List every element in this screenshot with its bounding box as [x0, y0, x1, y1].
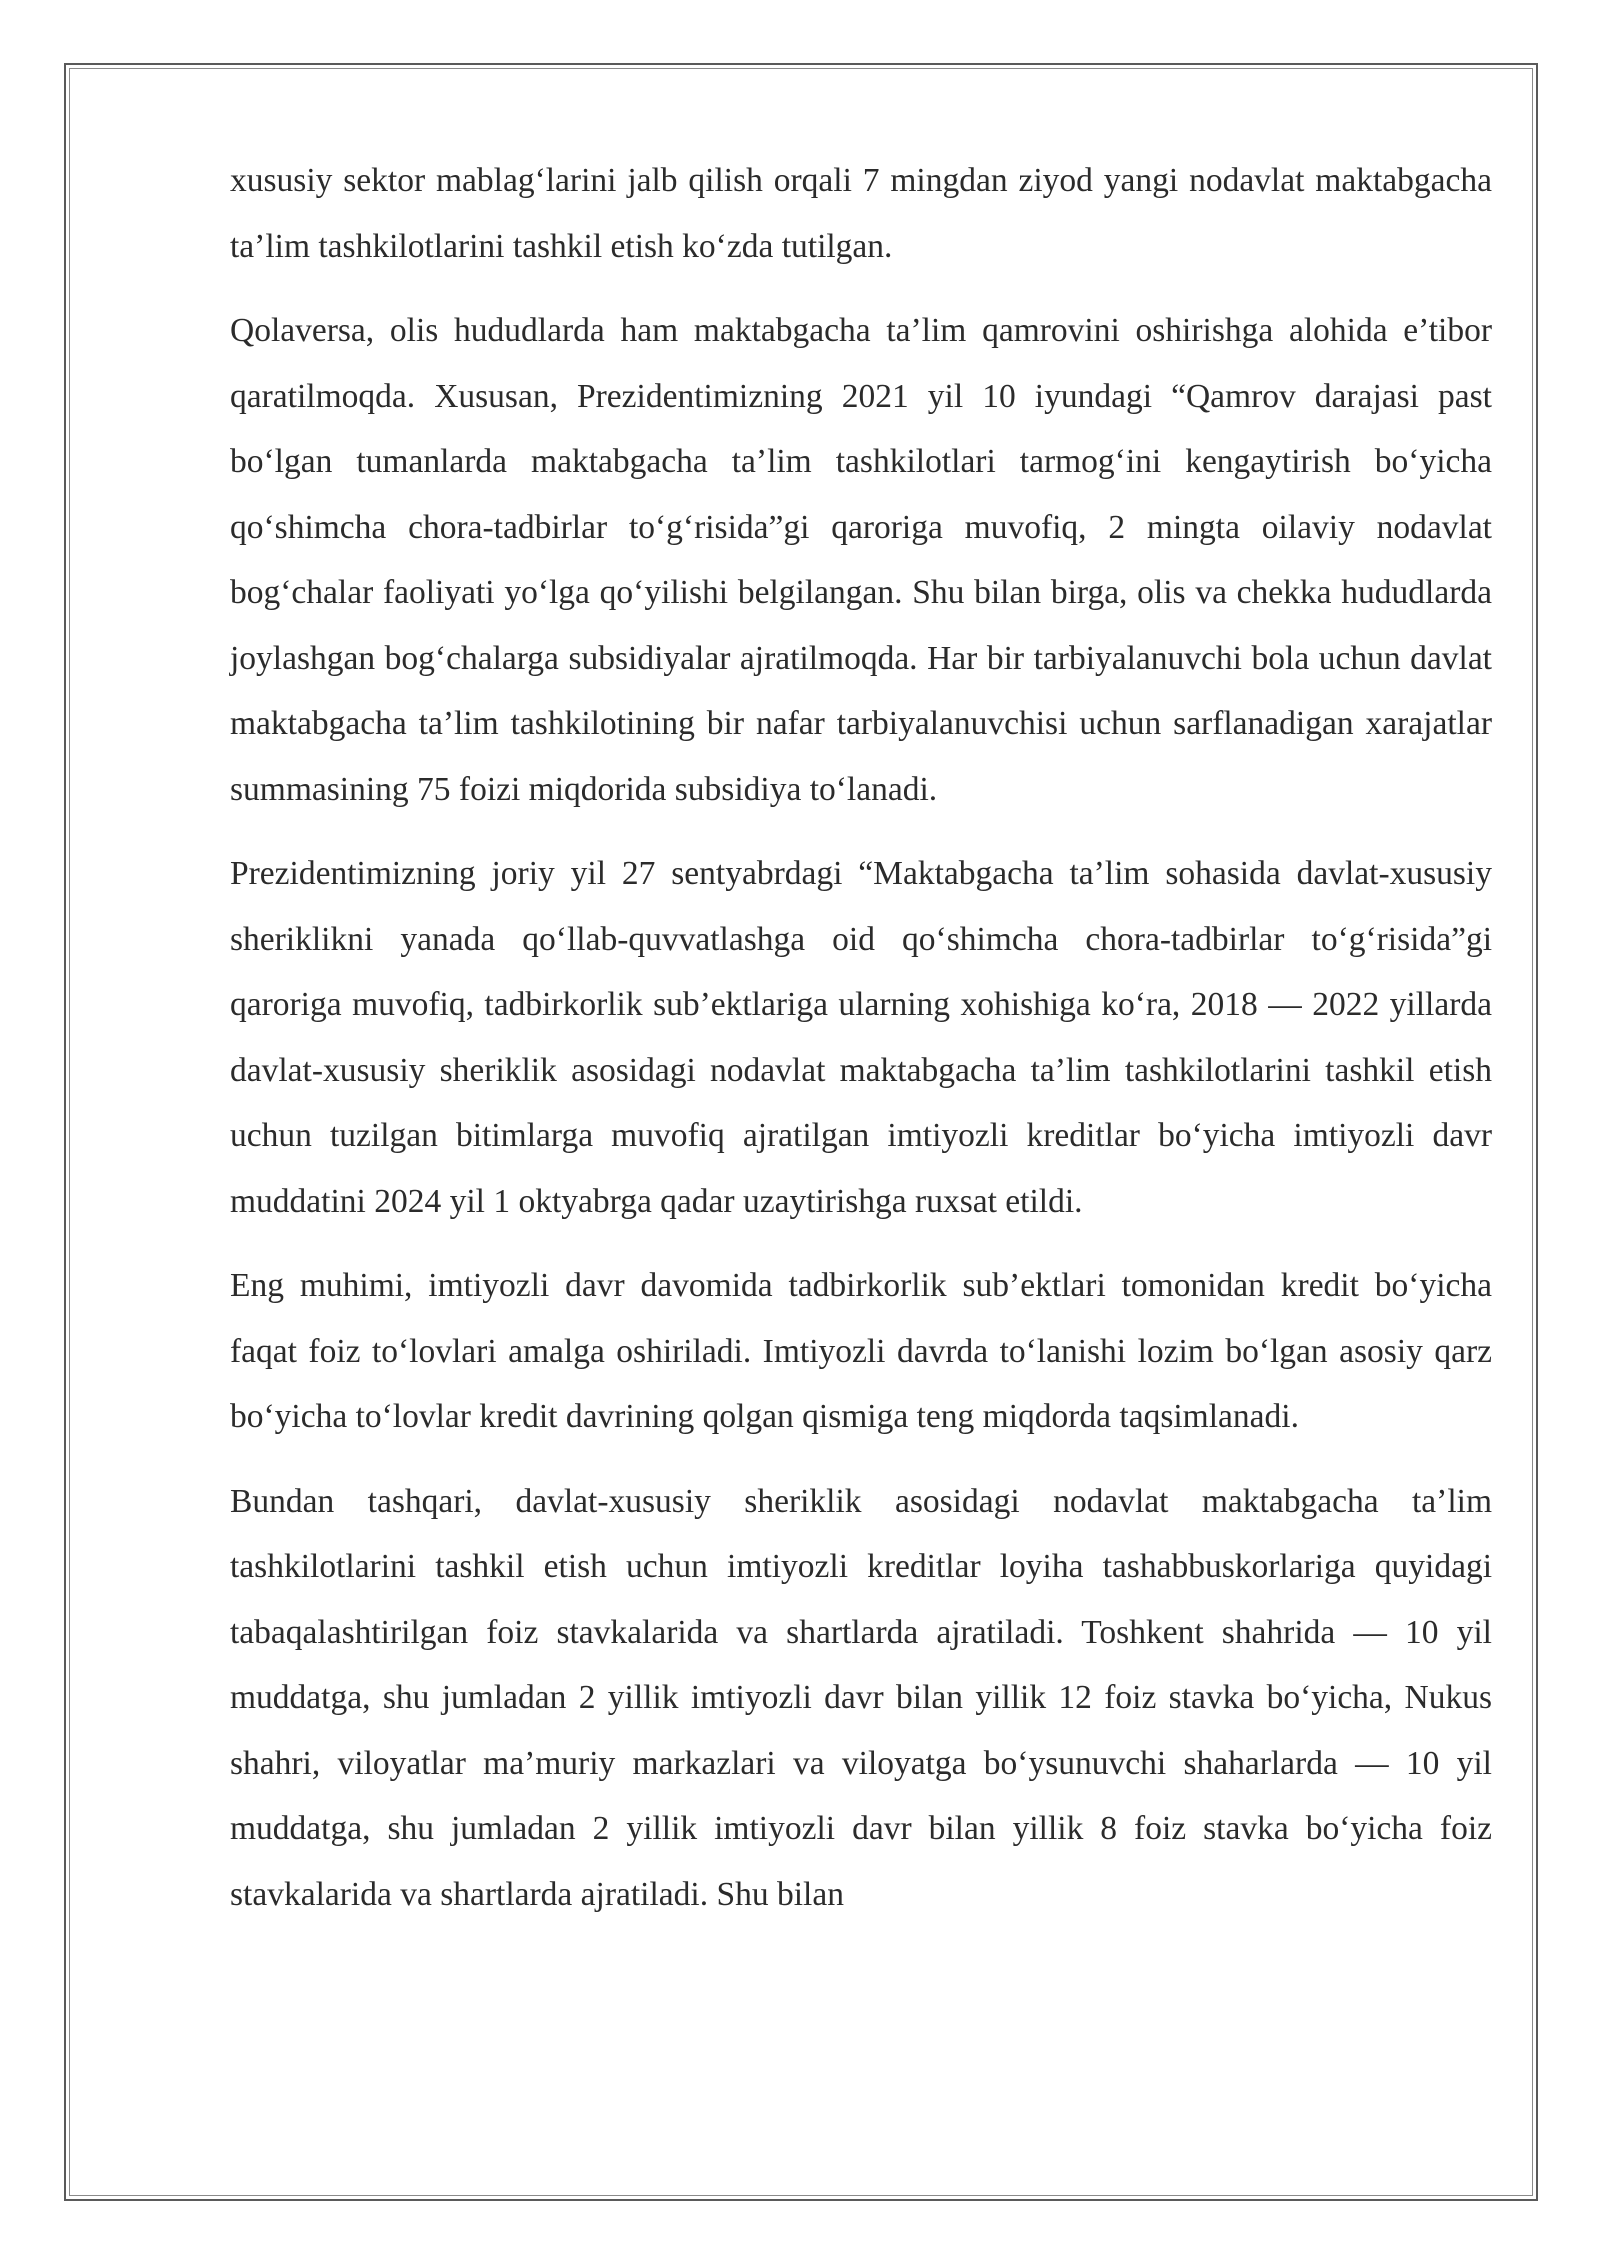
paragraph-3: Prezidentimizning joriy yil 27 sentyabrdagi “Maktabgacha ta’lim sohasida davlat-xususiy sheriklikni yanada qo‘llab-quvvatlashga oid qo‘shimcha chora-tadbirlar to‘g‘risida”gi qaroriga muvofiq, tadbirkorlik sub’ektlariga ularning xohishiga ko‘ra, 2018 — 2022 yillarda davlat-xususiy sheriklik asosidagi nodavlat maktabgacha ta’lim tashkilotlarini tashkil etish uchun tuzilgan bitimlarga muvofiq ajratilgan imtiyozli kreditlar bo‘yicha imtiyozli davr muddatini 2024 yil 1 oktyabrga qadar uzaytirishga ruxsat etildi. — [230, 855, 1492, 1220]
paragraph-2: Qolaversa, olis hududlarda ham maktabgacha ta’lim qamrovini oshirishga alohida e’tibor qaratilmoqda. Xususan, Prezidentimizning 2021 yil 10 iyundagi “Qamrov darajasi past bo‘lgan tumanlarda maktabgacha ta’lim tashkilotlari tarmog‘ini kengaytirish bo‘yicha qo‘shimcha chora-tadbirlar to‘g‘risida”gi qaroriga muvofiq, 2 mingta oilaviy nodavlat bog‘chalar faoliyati yo‘lga qo‘yilishi belgilangan. Shu bilan birga, olis va chekka hududlarda joylashgan bog‘chalarga subsidiyalar ajratilmoqda. Har bir tarbiyalanuvchi bola uchun davlat maktabgacha ta’lim tashkilotining bir nafar tarbiyalanuvchisi uchun sarflanadigan xarajatlar summasining 75 foizi miqdorida subsidiya to‘lanadi. — [230, 312, 1492, 808]
document-body — [230, 148, 1492, 1946]
paragraph-4: Eng muhimi, imtiyozli davr davomida tadbirkorlik sub’ektlari tomonidan kredit bo‘yicha faqat foiz to‘lovlari amalga oshiriladi. Imtiyozli davrda to‘lanishi lozim bo‘lgan asosiy qarz bo‘yicha to‘lovlar kredit davrining qolgan qismiga teng miqdorda taqsimlanadi. — [230, 1267, 1492, 1435]
paragraph-1: xususiy sektor mablag‘larini jalb qilish orqali 7 mingdan ziyod yangi nodavlat maktabgacha ta’lim tashkilotlarini tashkil etish ko‘zda tutilgan. — [230, 162, 1492, 265]
paragraph-5: Bundan tashqari, davlat-xususiy sheriklik asosidagi nodavlat maktabgacha ta’lim tashkilotlarini tashkil etish uchun imtiyozli kreditlar loyiha tashabbuskorlariga quyidagi tabaqalashtirilgan foiz stavkalarida va shartlarda ajratiladi. Toshkent shahrida — 10 yil muddatga, shu jumladan 2 yillik imtiyozli davr bilan yillik 12 foiz stavka bo‘yicha, Nukus shahri, viloyatlar ma’muriy markazlari va viloyatga bo‘ysunuvchi shaharlarda — 10 yil muddatga, shu jumladan 2 yillik imtiyozli davr bilan yillik 8 foiz stavka bo‘yicha foiz stavkalarida va shartlarda ajratiladi. Shu bilan — [230, 1482, 1492, 1913]
